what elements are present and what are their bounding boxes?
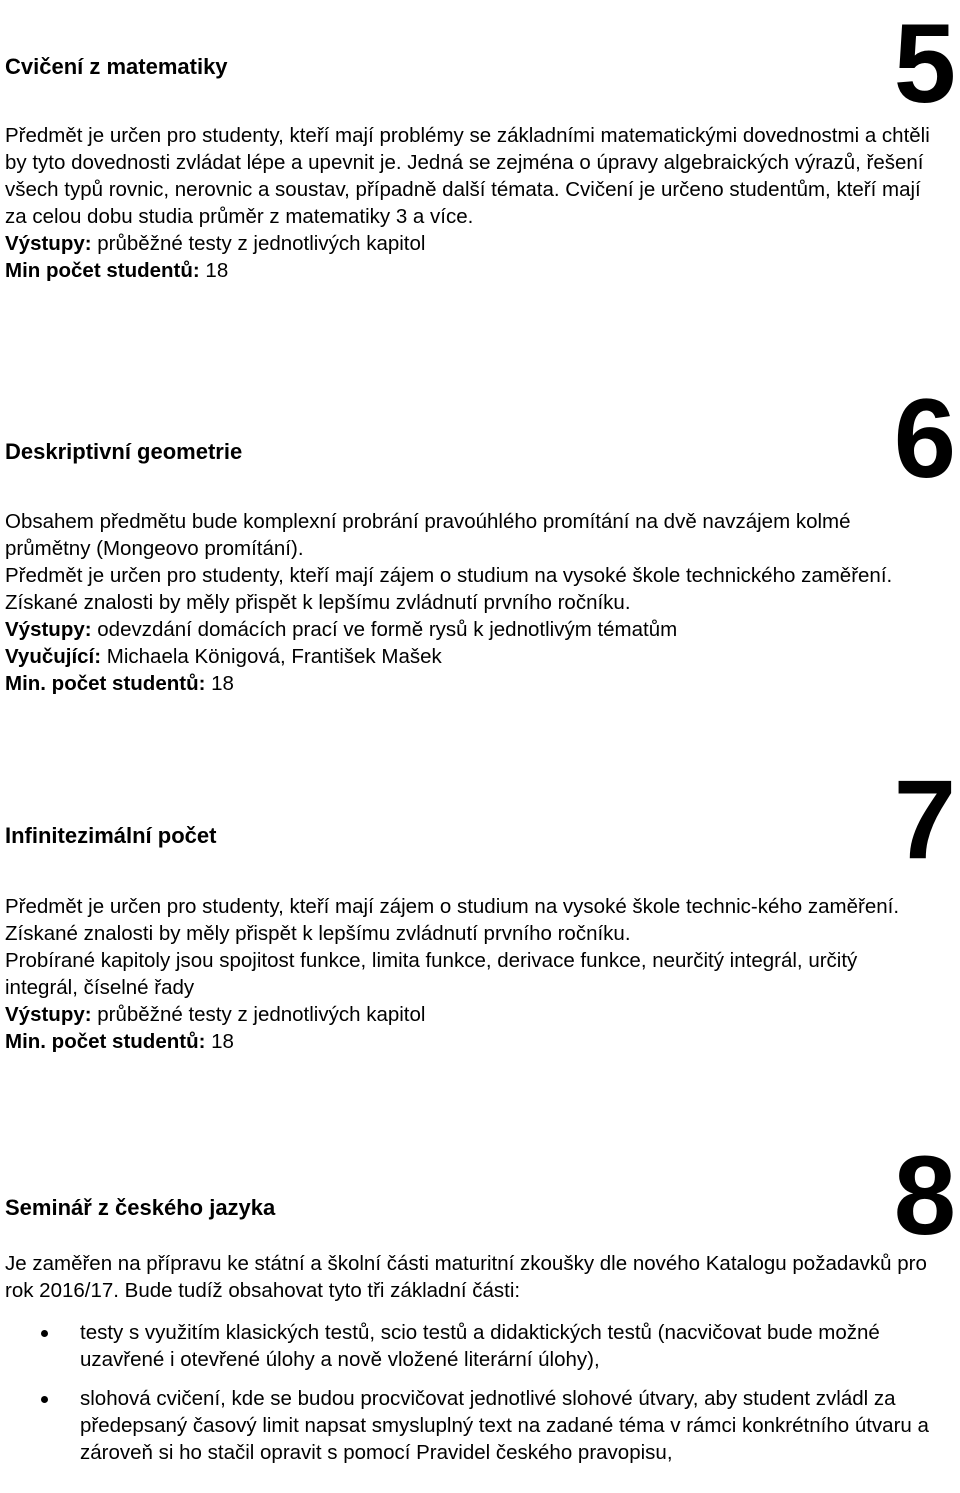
section-title: Infinitezimální počet [5, 823, 217, 848]
paragraph: Předmět je určen pro studenty, kteří mají zájem o studium na vysoké škole technického zaměření. Získané znalosti by měly přispět k lepšímu zvládnutí prvního ročníku. [5, 564, 893, 614]
paragraph: Předmět je určen pro studenty, kteří mají zájem o studium na vysoké škole technic-kého zaměření. Získané znalosti by měly přispět k lepšímu zvládnutí prvního ročníku. [5, 895, 900, 945]
section-number: 8 [893, 1133, 956, 1258]
section-number: 7 [893, 757, 956, 882]
field-value: 18 [199, 259, 229, 282]
section-number: 5 [893, 1, 956, 126]
field-row [5, 616, 935, 643]
paragraph: Je zaměřen na přípravu ke státní a školní části maturitní zkoušky dle nového Katalogu požadavků pro rok 2016/17. Bude tudíž obsahovat tyto tři základní části: [5, 1252, 927, 1302]
section-body [5, 508, 935, 697]
bullet-icon [41, 1396, 48, 1403]
field-value: průběžné testy z jednotlivých kapitol [91, 1003, 426, 1026]
field-row [5, 670, 935, 697]
field-value: 18 [205, 1030, 234, 1053]
field-value: odevzdání domácích prací ve formě rysů k jednotlivým tématům [91, 618, 678, 641]
field-label: Výstupy: [5, 1003, 92, 1026]
list-item [5, 1319, 935, 1373]
section-title: Cvičení z matematiky [5, 54, 228, 79]
bullet-list [5, 1319, 935, 1478]
section-body [5, 1250, 935, 1304]
field-label: Min počet studentů: [5, 259, 200, 282]
paragraph: Probírané kapitoly jsou spojitost funkce, limita funkce, derivace funkce, neurčitý integrál, určitý integrál, číselné řady [5, 949, 858, 999]
field-label: Výstupy: [5, 618, 92, 641]
field-row [5, 643, 935, 670]
section-title: Seminář z českého jazyka [5, 1195, 276, 1220]
section-title: Deskriptivní geometrie [5, 439, 243, 464]
bullet-icon [41, 1330, 48, 1337]
section-body [5, 893, 935, 1055]
field-value: průběžné testy z jednotlivých kapitol [91, 232, 426, 255]
list-item-text: testy s využitím klasických testů, scio testů a didaktických testů (nacvičovat bude možné uzavřené i otevřené úlohy a nově vložené literární úlohy), [80, 1321, 880, 1371]
field-value: 18 [205, 672, 234, 695]
list-item [5, 1385, 935, 1466]
paragraph: Obsahem předmětu bude komplexní probrání pravoúhlého promítání na dvě navzájem kolmé průmětny (Mongeovo promítání). [5, 510, 851, 560]
field-label: Výstupy: [5, 232, 92, 255]
field-label: Vyučující: [5, 645, 102, 668]
section-number: 6 [893, 376, 956, 501]
section-body [5, 122, 935, 284]
paragraph: Předmět je určen pro studenty, kteří mají problémy se základními matematickými dovednostmi a chtěli by tyto dovednosti zvládat lépe a upevnit je. Jedná se zejména o úpravy algebraických výrazů, řešení všech typů rovnic, nerovnic a soustav, případně další témata. Cvičení je určeno studentům, kteří mají za celou dobu studia průměr z matematiky 3 a více. [5, 124, 930, 228]
field-row [5, 257, 935, 284]
field-row [5, 1001, 935, 1028]
field-label: Min. počet studentů: [5, 1030, 206, 1053]
list-item-text: slohová cvičení, kde se budou procvičovat jednotlivé slohové útvary, aby student zvládl za předepsaný časový limit napsat smysluplný text na zadané téma v rámci konkrétního útvaru a zároveň si ho stačil opravit s pomocí Pravidel českého pravopisu, [80, 1387, 929, 1464]
field-value: Michaela Königová, František Mašek [101, 645, 442, 668]
field-row [5, 230, 935, 257]
field-row [5, 1028, 935, 1055]
field-label: Min. počet studentů: [5, 672, 206, 695]
